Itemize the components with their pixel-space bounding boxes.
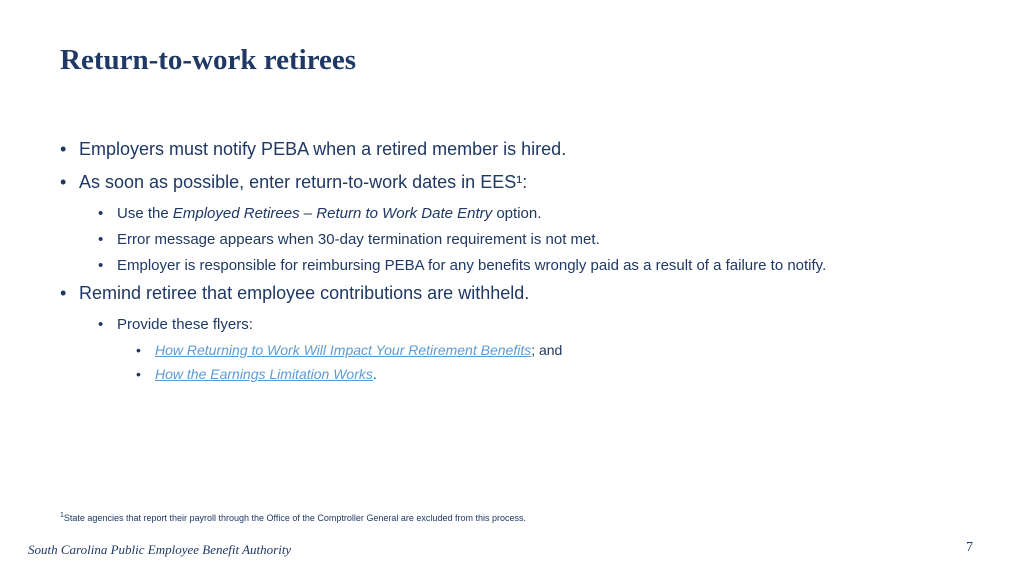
bullet-icon: •: [60, 172, 67, 192]
bullet-icon: •: [136, 366, 141, 382]
bullet-icon: •: [98, 316, 104, 333]
bullet-icon: •: [98, 257, 104, 274]
bullet-text: As soon as possible, enter return-to-work dates in EES¹:: [79, 172, 528, 192]
menu-option-name: Employed Retirees – Return to Work Date Entry: [172, 205, 493, 222]
bullet-text: Remind retiree that employee contributions are withheld.: [79, 283, 530, 303]
list-item: [60, 282, 1000, 304]
bullet-icon: •: [136, 342, 141, 358]
bullet-text: Provide these flyers:: [117, 316, 253, 333]
bullet-text-prefix: Use the: [117, 205, 173, 222]
list-item: [60, 204, 1000, 223]
bullet-text-suffix: option.: [492, 205, 542, 222]
footnote-text: State agencies that report their payroll through the Office of the Comptroller General are excluded from this process.: [63, 513, 526, 523]
footer-organization: South Carolina Public Employee Benefit Authority: [28, 542, 292, 557]
bullet-list: [60, 138, 1000, 389]
page-number: 7: [966, 540, 973, 555]
bullet-icon: •: [60, 283, 67, 303]
footnote: [60, 512, 526, 523]
list-item: [60, 315, 1000, 334]
bullet-text: Employers must notify PEBA when a retired member is hired.: [79, 139, 567, 159]
list-item: [60, 138, 1000, 160]
footnote-marker: 1: [60, 512, 64, 519]
bullet-text-suffix: ; and: [531, 342, 563, 358]
bullet-text: Error message appears when 30-day termination requirement is not met.: [117, 231, 600, 248]
list-item: [60, 256, 1000, 275]
list-item: [60, 341, 1000, 359]
list-item: [60, 365, 1000, 383]
bullet-icon: •: [98, 231, 104, 248]
bullet-icon: •: [60, 139, 67, 159]
flyer-link-returning-to-work[interactable]: How Returning to Work Will Impact Your Retirement Benefits: [155, 342, 532, 358]
list-item: [60, 230, 1000, 249]
flyer-link-earnings-limitation[interactable]: How the Earnings Limitation Works: [155, 366, 373, 382]
bullet-text-suffix: .: [372, 366, 377, 382]
slide-title: Return-to-work retirees: [60, 44, 357, 76]
bullet-text: Employer is responsible for reimbursing PEBA for any benefits wrongly paid as a result of a failure to notify.: [117, 257, 827, 274]
list-item: [60, 171, 1000, 193]
bullet-icon: •: [98, 205, 104, 222]
